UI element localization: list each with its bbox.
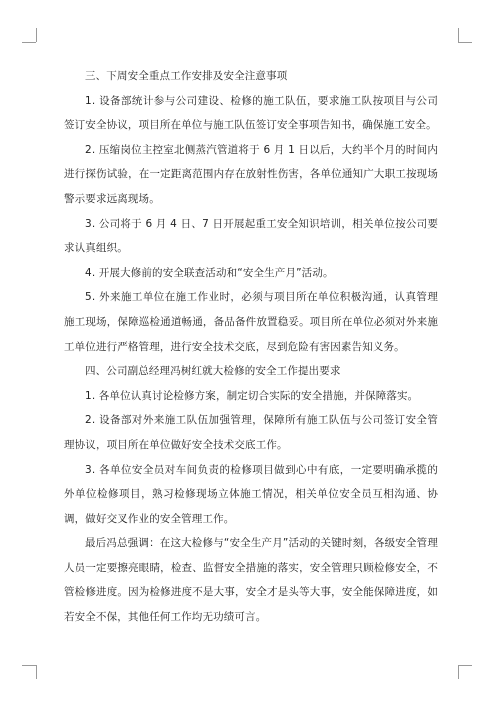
section-heading-overhaul-requirements: 四、公司副总经理冯树红就大检修的安全工作提出要求 xyxy=(85,365,341,378)
document-body xyxy=(64,64,438,630)
closing-paragraph: 最后冯总强调：在这大检修与“安全生产月”活动的关键时刻，各级安全管理人员一定要擦亮眼睛，检查、监督安全措施的落实，安全管理只顾检修安全，不管检修进度。因为检修进度不是大事，安全才是头等大事，安全能保障进度，如若安全不保，其他任何工作均无功绩可言。 xyxy=(64,537,438,624)
list-item: 2. 设备部对外来施工队伍加强管理，保障所有施工队伍与公司签订安全管理协议，项目所在单位做好安全技术交底工作。 xyxy=(64,414,438,451)
section-heading-next-week-focus: 三、下周安全重点工作安排及安全注意事项 xyxy=(85,70,288,82)
list-item: 4. 开展大修前的安全联查活动和“安全生产月”活动。 xyxy=(85,266,334,279)
list-item: 3. 各单位安全员对车间负责的检修项目做到心中有底，一定要明确承揽的外单位检修项目，熟习检修现场立体施工情况，相关单位安全员互相沟通、协调，做好交叉作业的安全管理工作。 xyxy=(64,463,438,525)
list-item: 1. 设备部统计参与公司建设、检修的施工队伍，要求施工队按项目与公司签订安全协议，项目所在单位与施工队伍签订安全事项告知书，确保施工安全。 xyxy=(64,94,438,132)
list-item: 5. 外来施工单位在施工作业时，必须与项目所在单位积极沟通，认真管理施工现场，保障巡检通道畅通，备品备件放置稳妥。项目所在单位必须对外来施工单位进行严格管理，进行安全技术交底，尽到危险有害因素告知义务。 xyxy=(64,291,438,353)
list-item: 2. 压缩岗位主控室北侧蒸汽管道将于 6 月 1 日以后，大约半个月的时间内进行探伤试验，在一定距离范围内存在放射性伤害，各单位通知广大职工按现场警示要求远离现场。 xyxy=(64,143,438,205)
list-item: 3. 公司将于 6 月 4 日、7 日开展起重工安全知识培训，相关单位按公司要求认真组织。 xyxy=(64,217,438,255)
list-item: 1. 各单位认真讨论检修方案，制定切合实际的安全措施，并保障落实。 xyxy=(85,389,419,402)
